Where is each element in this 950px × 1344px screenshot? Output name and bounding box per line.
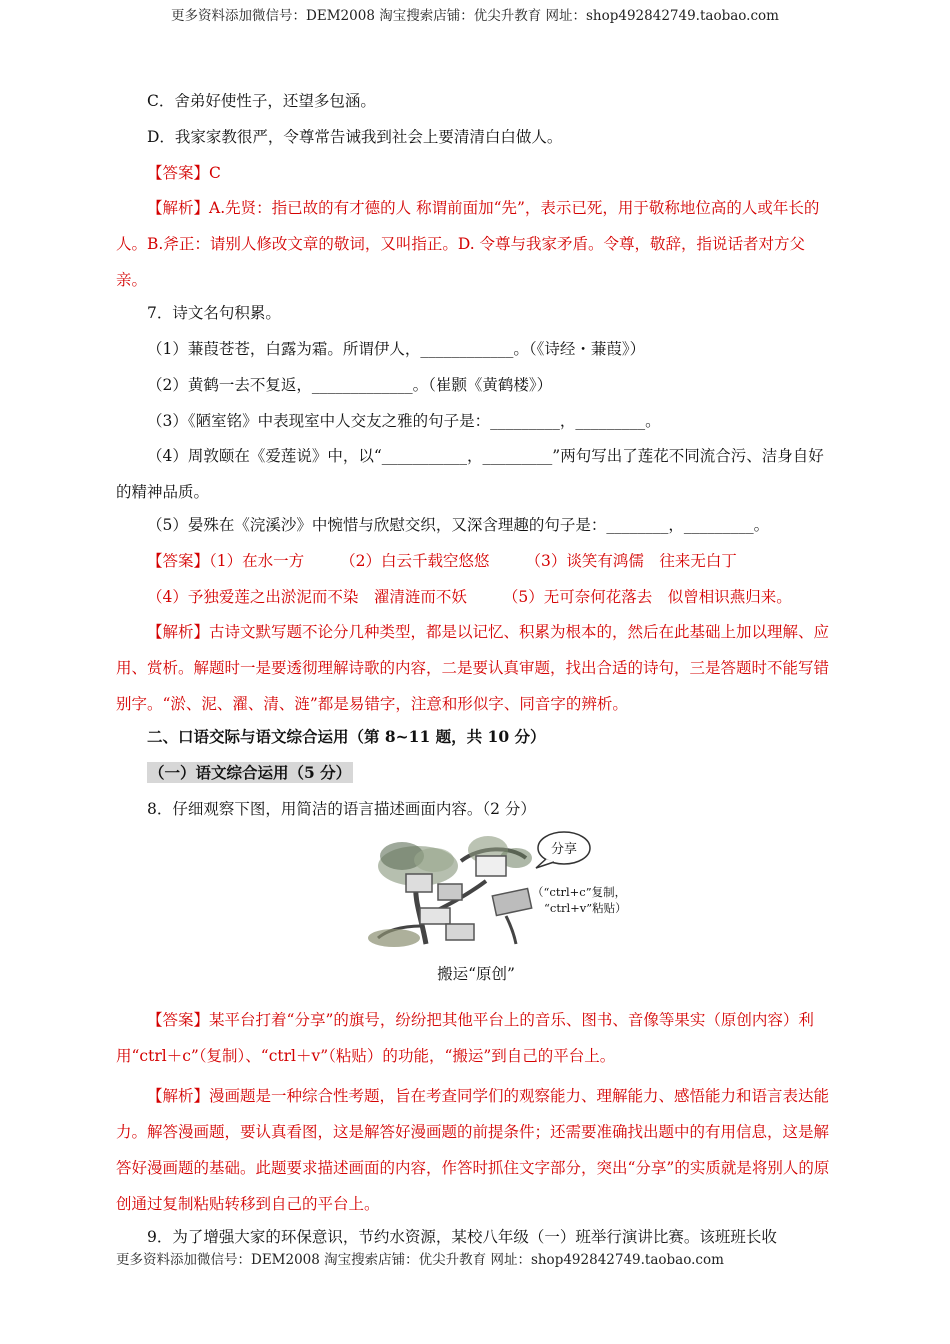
q7-item-4: （4）周敦颐在《爱莲说》中，以“___________，_________”两句写出了莲花不同流合污、洁身自好的精神品质。: [116, 447, 824, 501]
q7-item-2: （2）黄鹤一去不复返，_____________。（崔颢《黄鹤楼》）: [147, 376, 553, 394]
figure-note-line-2: “ctrl+v”粘贴）: [544, 901, 627, 915]
q7-answer-line-1: [116, 550, 836, 572]
q9-stem: 9．为了增强大家的环保意识，节约水资源，某校八年级（一）班举行演讲比赛。该班班长收: [147, 1228, 777, 1246]
analysis-text: 漫画题是一种综合性考题，旨在考查同学们的观察能力、理解能力、感悟能力和语言表达能力。解答漫画题，要认真看图，这是解答好漫画题的前提条件；还需要准确找出题中的有用信息，这是解答好漫画题的基础。此题要求描述画面的内容，作答时抓住文字部分，突出“分享”的实质就是将别人的原创通过复制粘贴转移到自己的平台上。: [116, 1087, 830, 1213]
page-footer: 更多资料添加微信号：DEM2008 淘宝搜索店铺：优尖升教育 网址：shop492842749.taobao.com: [116, 1252, 724, 1268]
bubble-text: 分享: [550, 842, 578, 857]
section-2-subtitle: [116, 762, 836, 784]
document-body: [116, 90, 836, 1248]
answer-text: 某平台打着“分享”的旗号，纷纷把其他平台上的音乐、图书、音像等果实（原创内容）利用“ctrl＋c”（复制）、“ctrl＋v”（粘贴）的功能，“搬运”到自己的平台上。: [116, 1011, 814, 1065]
q6-option-d: D．我家家教很严，令尊常告诫我到社会上要清清白白做人。: [147, 128, 563, 146]
answer-part: （5）无可奈何花落去 似曾相识燕归来。: [502, 588, 792, 606]
q6-option-c: C．舍弟好使性子，还望多包涵。: [147, 92, 376, 110]
q7-item-1: （1）蒹葭苍苍，白露为霜。所谓伊人，____________。（《诗经・蒹葭》）: [147, 340, 646, 358]
q8-answer: [116, 1002, 836, 1074]
q8-title: 8．仔细观察下图，用简洁的语言描述画面内容。（2 分）: [147, 800, 536, 818]
cartoon-figure: [116, 826, 836, 954]
analysis-tag: 【解析】: [147, 623, 210, 641]
cartoon-illustration: [116, 826, 836, 954]
figure-note-line-1: （“ctrl+c”复制，: [532, 885, 627, 899]
q7-title: 7．诗文名句积累。: [147, 304, 281, 322]
answer-part: （1）在水一方: [209, 552, 305, 570]
q7-answer-line-2: [116, 586, 836, 608]
section-2-title: 二、口语交际与语文综合运用（第 8~11 题，共 10 分）: [147, 727, 546, 746]
answer-tag: 【答案】: [147, 164, 210, 182]
subsection-label: （一）语文综合运用（5 分）: [149, 763, 352, 782]
answer-text: C: [209, 164, 221, 182]
answer-part: （3）谈笑有鸿儒 往来无白丁: [525, 552, 737, 570]
answer-tag: 【答案】: [147, 1011, 210, 1029]
answer-part: （4）予独爱莲之出淤泥而不染 濯清涟而不妖: [147, 588, 467, 606]
analysis-text: A.先贤：指已故的有才德的人 称谓前面加“先”，表示已死，用于敬称地位高的人或年长的人。B.斧正：请别人修改文章的敬词，又叫指正。D. 令尊与我家矛盾。令尊，敬辞，指说话者对方父亲。: [116, 199, 820, 289]
share-speech-bubble: [536, 832, 590, 868]
page-header: 更多资料添加微信号：DEM2008 淘宝搜索店铺：优尖升教育 网址：shop492842749.taobao.com: [171, 8, 779, 24]
analysis-text: 古诗文默写题不论分几种类型，都是以记忆、积累为根本的，然后在此基础上加以理解、应用、赏析。解题时一是要透彻理解诗歌的内容，二是要认真审题，找出合适的诗句，三是答题时不能写错别字。“淤、泥、濯、清、涟”都是易错字，注意和形似字、同音字的辨析。: [116, 623, 830, 713]
figure-caption: 搬运“原创”: [437, 965, 515, 983]
q7-item-5: （5）晏殊在《浣溪沙》中惋惜与欣慰交织，又深含理趣的句子是：________，_________。: [147, 516, 770, 534]
analysis-tag: 【解析】: [147, 199, 210, 217]
q7-item-3: （3）《陋室铭》中表现室中人交友之雅的句子是：_________，_________。: [147, 412, 661, 430]
answer-tag: 【答案】: [147, 552, 210, 570]
q7-analysis: [116, 614, 836, 722]
q6-analysis: [116, 190, 836, 298]
q8-analysis: [116, 1078, 836, 1222]
q6-answer: [116, 162, 836, 184]
answer-part: （2）白云千载空悠悠: [340, 552, 490, 570]
analysis-tag: 【解析】: [147, 1087, 210, 1105]
